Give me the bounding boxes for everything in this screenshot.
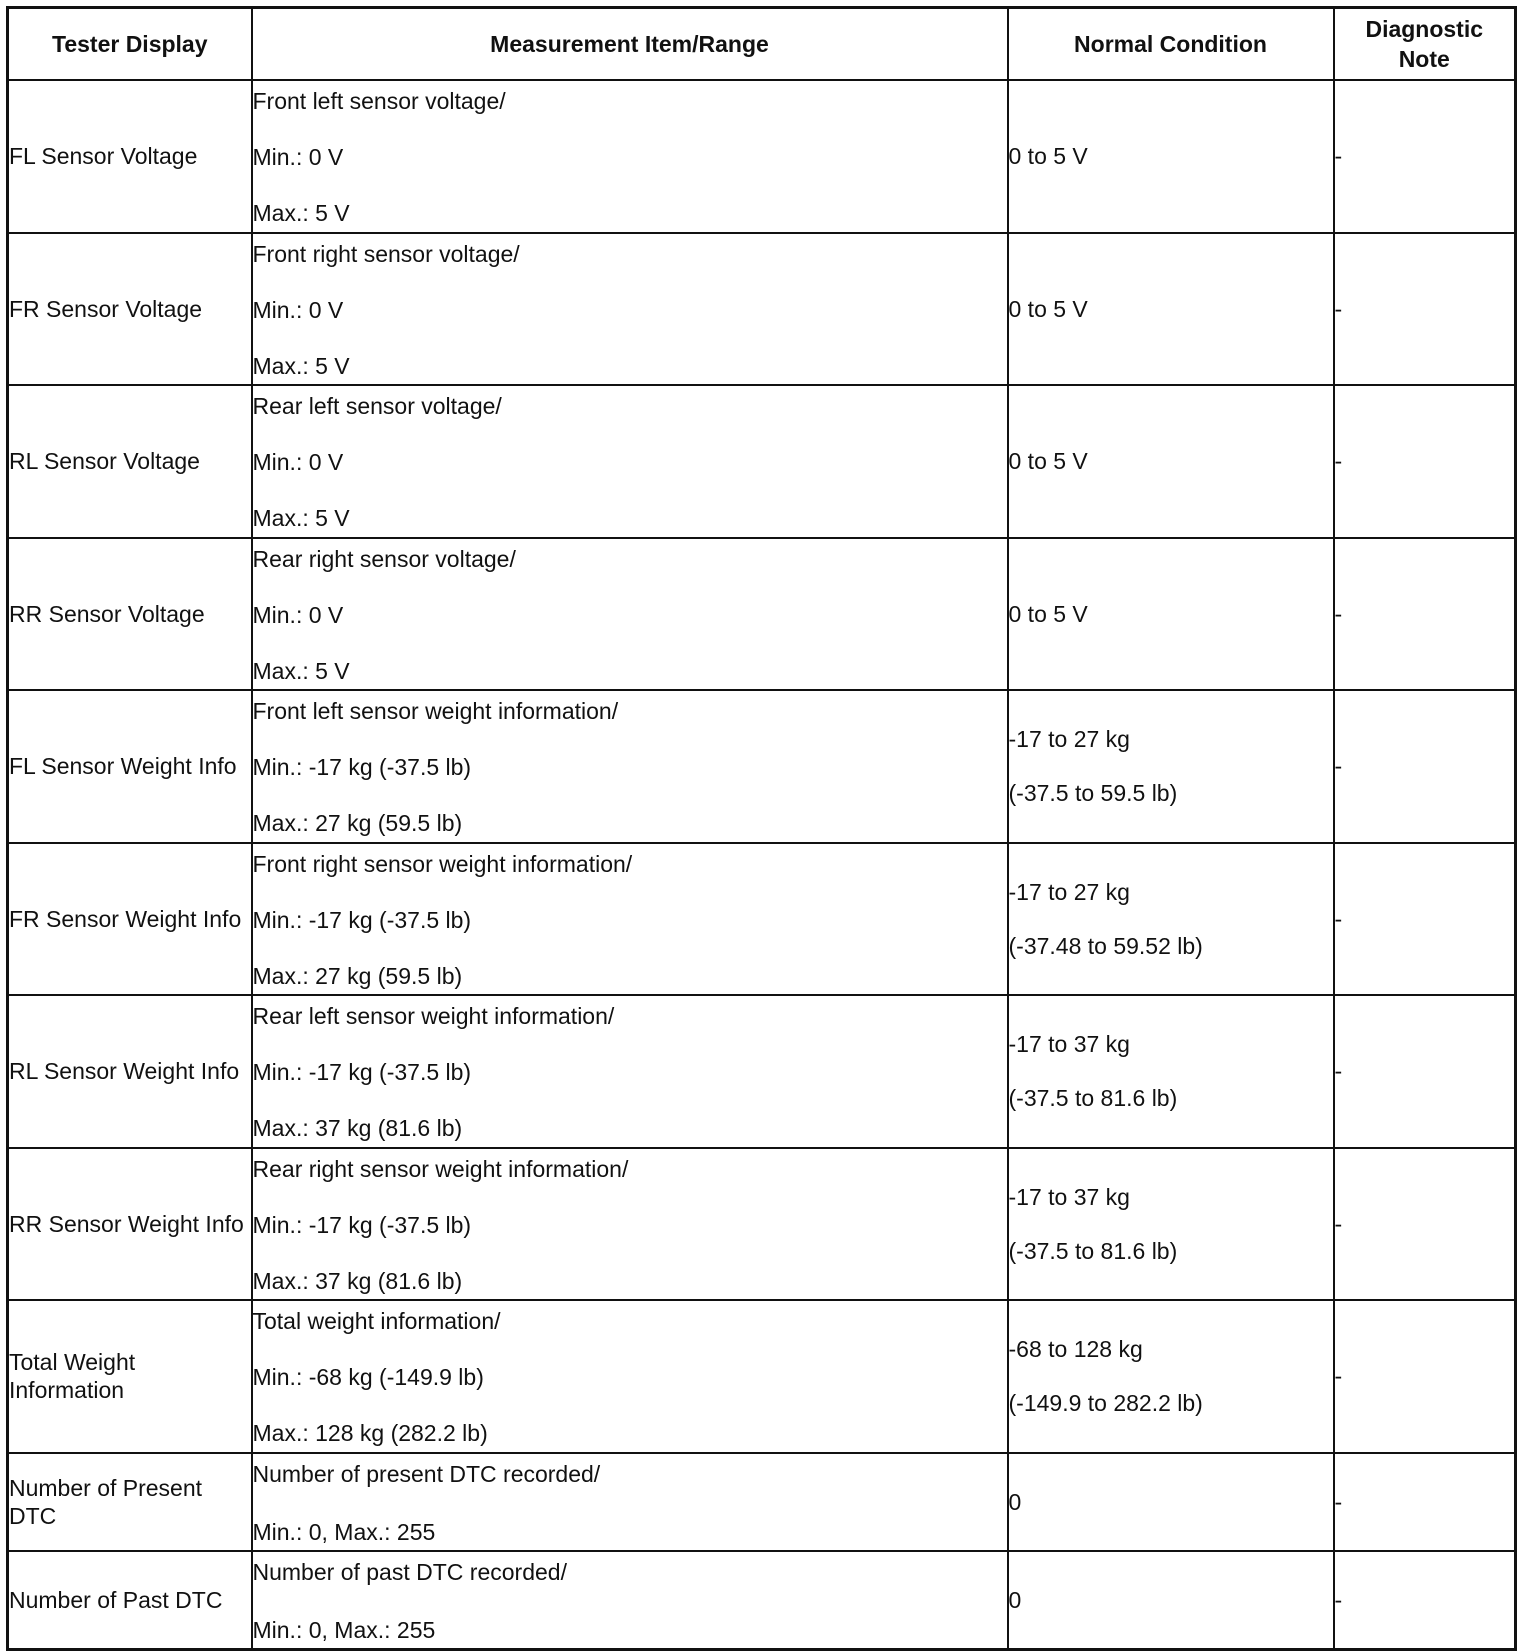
diagnostic-note-cell: -: [1334, 690, 1516, 843]
normal-condition-cell: [1008, 843, 1334, 995]
table-row: [8, 80, 1516, 233]
diagnostic-note-cell: -: [1334, 1551, 1516, 1650]
normal-condition-imperial: (-37.5 to 81.6 lb): [1008, 1237, 1178, 1264]
measurement-min: Min.: 0 V: [252, 449, 344, 475]
normal-condition: -17 to 27 kg: [1008, 878, 1130, 905]
measurement-range: Min.: 0, Max.: 255: [252, 1518, 436, 1545]
normal-condition: 0 to 5 V: [1008, 143, 1088, 169]
table-row: [8, 1551, 1516, 1650]
normal-condition-cell: [1008, 80, 1334, 233]
diagnostic-note-cell: -: [1334, 538, 1516, 690]
diagnostic-note-cell: -: [1334, 385, 1516, 538]
diagnostic-note-cell: -: [1334, 80, 1516, 233]
tester-display-cell: Number of Past DTC: [8, 1551, 252, 1650]
measurement-cell: [252, 538, 1008, 690]
measurement-max: Max.: 5 V: [252, 200, 350, 226]
header-diagnostic-note: Diagnostic Note: [1334, 8, 1516, 80]
diagnostic-note-cell: -: [1334, 1453, 1516, 1551]
normal-condition-cell: [1008, 1148, 1334, 1300]
measurement-cell: [252, 1300, 1008, 1453]
measurement-min: Min.: -68 kg (-149.9 lb): [252, 1364, 484, 1390]
measurement-item: Front right sensor voltage/: [252, 240, 520, 267]
normal-condition-imperial: (-37.48 to 59.52 lb): [1008, 932, 1203, 959]
normal-condition-cell: [1008, 995, 1334, 1148]
normal-condition-cell: [1008, 233, 1334, 385]
table-row: [8, 995, 1516, 1148]
normal-condition-cell: [1008, 385, 1334, 538]
tester-display-cell: RL Sensor Voltage: [8, 385, 252, 538]
header-normal-condition: Normal Condition: [1008, 8, 1334, 80]
normal-condition-cell: [1008, 1300, 1334, 1453]
table-row: [8, 690, 1516, 843]
diagnostic-note-cell: -: [1334, 995, 1516, 1148]
normal-condition-imperial: (-37.5 to 81.6 lb): [1008, 1085, 1178, 1111]
table-row: [8, 385, 1516, 538]
header-tester-display: Tester Display: [8, 8, 252, 80]
tester-display-cell: FL Sensor Weight Info: [8, 690, 252, 843]
measurement-item: Rear left sensor weight information/: [252, 1003, 615, 1029]
measurement-max: Max.: 5 V: [252, 505, 350, 531]
normal-condition: 0 to 5 V: [1008, 295, 1088, 322]
header-measurement: Measurement Item/Range: [252, 8, 1008, 80]
diagnostic-note-cell: -: [1334, 1300, 1516, 1453]
measurement-min: Min.: -17 kg (-37.5 lb): [252, 754, 472, 780]
measurement-item: Rear left sensor voltage/: [252, 393, 502, 419]
measurement-item: Total weight information/: [252, 1308, 501, 1334]
measurement-item: Number of present DTC recorded/: [252, 1460, 601, 1487]
table-row: [8, 1148, 1516, 1300]
measurement-item: Front right sensor weight information/: [252, 850, 633, 877]
normal-condition: 0 to 5 V: [1008, 448, 1088, 474]
measurement-min: Min.: 0 V: [252, 144, 344, 170]
normal-condition-cell: [1008, 1551, 1334, 1650]
normal-condition-imperial: (-149.9 to 282.2 lb): [1008, 1390, 1203, 1416]
measurement-min: Min.: -17 kg (-37.5 lb): [252, 1211, 472, 1238]
measurement-item: Rear right sensor weight information/: [252, 1155, 629, 1182]
measurement-cell: [252, 690, 1008, 843]
measurement-cell: [252, 233, 1008, 385]
normal-condition: -17 to 37 kg: [1008, 1183, 1130, 1210]
normal-condition-cell: [1008, 538, 1334, 690]
normal-condition-cell: [1008, 1453, 1334, 1551]
measurement-max: Max.: 128 kg (282.2 lb): [252, 1420, 488, 1446]
tester-display-cell: Number of Present DTC: [8, 1453, 252, 1551]
normal-condition: -17 to 27 kg: [1008, 726, 1130, 752]
measurement-max: Max.: 37 kg (81.6 lb): [252, 1115, 463, 1141]
measurement-max: Max.: 27 kg (59.5 lb): [252, 962, 463, 989]
measurement-max: Max.: 5 V: [252, 352, 350, 379]
tester-display-cell: RR Sensor Weight Info: [8, 1148, 252, 1300]
measurement-cell: [252, 385, 1008, 538]
normal-condition: 0: [1008, 1586, 1022, 1613]
tester-display-cell: FL Sensor Voltage: [8, 80, 252, 233]
measurement-max: Max.: 37 kg (81.6 lb): [252, 1267, 463, 1294]
table-row: [8, 1453, 1516, 1551]
measurement-cell: [252, 80, 1008, 233]
table-row: [8, 538, 1516, 690]
measurement-item: Front left sensor voltage/: [252, 88, 506, 114]
table-row: [8, 233, 1516, 385]
measurement-min: Min.: -17 kg (-37.5 lb): [252, 906, 472, 933]
diagnostic-note-cell: -: [1334, 1148, 1516, 1300]
tester-display-cell: FR Sensor Weight Info: [8, 843, 252, 995]
measurement-cell: [252, 995, 1008, 1148]
tester-display-cell: RL Sensor Weight Info: [8, 995, 252, 1148]
measurement-min: Min.: -17 kg (-37.5 lb): [252, 1059, 472, 1085]
measurement-cell: [252, 843, 1008, 995]
measurement-cell: [252, 1453, 1008, 1551]
table-row: [8, 1300, 1516, 1453]
diagnostic-note-cell: -: [1334, 233, 1516, 385]
table-row: [8, 843, 1516, 995]
measurement-min: Min.: 0 V: [252, 601, 344, 628]
measurement-item: Rear right sensor voltage/: [252, 545, 516, 572]
tester-display-cell: Total Weight Information: [8, 1300, 252, 1453]
measurement-item: Front left sensor weight information/: [252, 698, 619, 724]
measurement-max: Max.: 27 kg (59.5 lb): [252, 810, 463, 836]
measurement-cell: [252, 1148, 1008, 1300]
measurement-item: Number of past DTC recorded/: [252, 1558, 567, 1585]
normal-condition: 0: [1008, 1488, 1022, 1515]
measurement-cell: [252, 1551, 1008, 1650]
normal-condition: -68 to 128 kg: [1008, 1336, 1143, 1362]
normal-condition-imperial: (-37.5 to 59.5 lb): [1008, 780, 1178, 806]
tester-display-cell: RR Sensor Voltage: [8, 538, 252, 690]
diagnostic-note-cell: -: [1334, 843, 1516, 995]
data-list-table: [6, 6, 1517, 1651]
measurement-min: Min.: 0 V: [252, 296, 344, 323]
header-row: [8, 8, 1516, 80]
normal-condition: -17 to 37 kg: [1008, 1031, 1130, 1057]
measurement-range: Min.: 0, Max.: 255: [252, 1616, 436, 1643]
measurement-max: Max.: 5 V: [252, 657, 350, 684]
normal-condition-cell: [1008, 690, 1334, 843]
tester-display-cell: FR Sensor Voltage: [8, 233, 252, 385]
normal-condition: 0 to 5 V: [1008, 600, 1088, 627]
